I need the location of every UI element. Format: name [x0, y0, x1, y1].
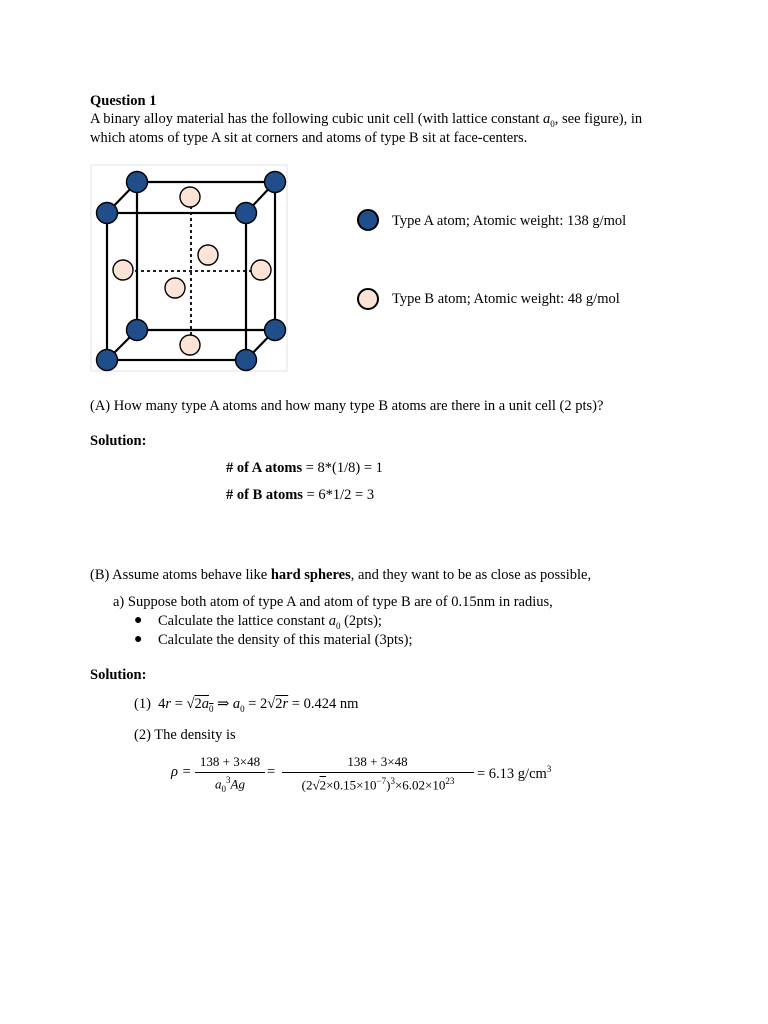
- fraction-line: [282, 772, 474, 773]
- bullet-icon: ●: [134, 613, 143, 628]
- question-intro-line1: A binary alloy material has the following cubic unit cell (with lattice constant $a_0$, see figure), in: [90, 111, 643, 129]
- type-b-atom: [113, 260, 133, 280]
- type-a-legend-label: Type A atom; Atomic weight: 138 g/mol: [392, 213, 627, 229]
- density-symbol: ρ =: [171, 764, 192, 780]
- equation-2-label: (2) The density is: [134, 727, 236, 743]
- bullet-icon: ●: [134, 632, 143, 647]
- density-denominator-1: $a_0^3Ag$: [215, 775, 245, 794]
- type-b-atom: [180, 335, 200, 355]
- equation-1: (1) $4r = √2a_0$ ⇒ $a_0 = 2√2r = 0.424$ nm: [134, 696, 359, 714]
- part-b-solution-label: Solution:: [90, 667, 147, 683]
- part-a-line1: # of A atoms = 8*(1/8) = 1: [226, 460, 383, 476]
- type-b-atom: [198, 245, 218, 265]
- part-b-bullet2: Calculate the density of this material (3pts);: [158, 632, 413, 648]
- part-b-intro: (B) Assume atoms behave like hard spheres, and they want to be as close as possible,: [90, 567, 592, 583]
- type-a-atom: [265, 172, 286, 193]
- question-intro-line2: which atoms of type A sit at corners and atoms of type B sit at face-centers.: [90, 130, 528, 146]
- equals-sign: =: [267, 764, 276, 780]
- type-a-atom: [236, 203, 257, 224]
- part-a-line2: # of B atoms = 6*1/2 = 3: [226, 487, 375, 503]
- type-a-atom: [265, 320, 286, 341]
- type-a-atom: [236, 350, 257, 371]
- type-b-atom: [165, 278, 185, 298]
- part-a-solution-label: Solution:: [90, 433, 147, 449]
- unit-cell-figure: [90, 164, 290, 374]
- type-b-legend-label: Type B atom; Atomic weight: 48 g/mol: [392, 291, 620, 307]
- type-a-atom: [97, 350, 118, 371]
- fraction-line: [195, 772, 265, 773]
- type-b-atom: [251, 260, 271, 280]
- type-a-atom: [97, 203, 118, 224]
- part-b-sub-a: a) Suppose both atom of type A and atom of type B are of 0.15nm in radius,: [113, 594, 553, 610]
- type-b-atom: [180, 187, 200, 207]
- type-a-legend-icon: [357, 209, 379, 231]
- type-b-legend-icon: [357, 288, 379, 310]
- density-numerator-1: 138 + 3×48: [199, 754, 261, 769]
- type-a-atom: [127, 320, 148, 341]
- density-result: = 6.13 $g/cm^3$: [477, 764, 552, 782]
- density-denominator-2: $(2√2\times 0.15\times 10^{-7})^3\times 6.02\times 10^{23}$: [301, 776, 455, 793]
- density-numerator-2: 138 + 3×48: [347, 754, 408, 769]
- type-a-atom: [127, 172, 148, 193]
- question-title: Question 1: [90, 93, 157, 109]
- part-a-question: (A) How many type A atoms and how many type B atoms are there in a unit cell (2 pts)?: [90, 398, 604, 414]
- part-b-bullet1: Calculate the lattice constant $a_0$ (2pts);: [158, 613, 382, 631]
